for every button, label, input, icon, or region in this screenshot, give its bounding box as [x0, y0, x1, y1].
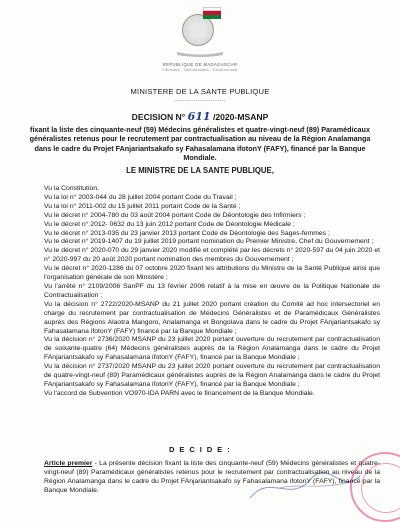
decision-prefix: DECISION N°	[131, 112, 186, 122]
stamp-inner-ring	[361, 463, 400, 513]
visa-item: Vu la loi n° 2003-044 du 28 juillet 2004 portant Code du Travail ;	[44, 193, 237, 201]
national-motto: Fitiavana - Tanindrazana - Fandrosoana	[162, 68, 238, 72]
visa-item: Vu l'arrêté n° 2109/2006 SanPF du 13 février 2006 relatif à la mise en œuvre de la Politique Nationale de Contractualisation ;	[44, 282, 380, 299]
visa-item: Vu la décision n° 2722/2020-MSANP du 21 juillet 2020 portant création du Comité ad hoc intersectoriel en charge du recrutement par contractualisation de Médecins Généralistes et de Paramédicaux Généralistes auprès des Régions Alaotra Mangoro, Analamanga et Bongolava dans le cadre du Projet FAnjariantsakafo sy Fahasalamana ifotonY (FAFY) financé par la Banque Mondiale ;	[44, 300, 380, 335]
national-emblem	[175, 5, 225, 61]
visa-item: Vu la Constitution,	[44, 185, 99, 192]
visa-item: Vu la loi n° 2011-002 du 15 juillet 2011 portant Code de la Santé ;	[44, 202, 241, 210]
republic-heading: REPUBLIQUE DE MADAGASCAR	[162, 62, 238, 67]
article-text: - La présente décision fixant la liste des cinquante-neuf (59) Médecins généralistes et quatre-vingt-neuf (89) Paramédicaux généralistes retenus pour le recrutement par contractualisation au niveau de la Région Analamanga dans le cadre du Projet FAnjariantsakafo sy Fahasalamana ifotonY (FAFY), financé par la Banque Mondiale.	[44, 460, 381, 494]
visa-item: Vu la décision n° 2736/2020 MSANP du 23 juillet 2020 portant ouverture du recrutement par contractualisation de soixante-quatre (64) Médecins généralistes auprès de la Région Analamanga dans le cadre du Projet FAnjariantsakafo sy Fahasalamana ifotonY (FAFY), financé par la Banque Mondiale ;	[44, 336, 380, 362]
separator-line: ------------------------	[174, 98, 226, 104]
visa-item: Vu l'accord de Subvention VO970-IDA PARN avec le financement de la Banque Mondiale.	[44, 389, 315, 397]
handwritten-number: 611	[187, 110, 211, 123]
visa-item: Vu le décret n° 2012- 0632 du 13 juin 2012 portant Code de Déontologie Médicale ;	[44, 220, 295, 228]
banner-icon	[175, 51, 225, 57]
decision-suffix: /2020-MSANP	[212, 112, 269, 122]
visa-item: Vu le décret n° 2020-1286 du 07 octobre 2020 fixant les attributions du Ministre de la Santé Publique ainsi que l'organisation générale de son Ministère ;	[44, 265, 380, 282]
visa-item: Vu le décret n° 2013-035 du 23 janvier 2013 portant Code de Déontologie des Sages-femmes ;	[44, 229, 330, 237]
visa-item: Vu le décret n° 2004-780 du 03 août 2004 portant Code de Déontologie des Infirmiers ;	[44, 211, 306, 219]
flag-icon	[203, 7, 221, 19]
article-label: Article premier	[44, 460, 93, 467]
decision-number	[0, 110, 400, 123]
visa-item: Vu le décret n° 2020-070 du 29 janvier 2020 modifié et complété par les décrets n° 2020-597 du 04 juin 2020 et n° 2020-997 du 20 août 2020 portant nomination des membres du Gouvernement ;	[44, 247, 380, 264]
visa-list	[44, 185, 380, 399]
minister-heading: LE MINISTRE DE LA SANTE PUBLIQUE,	[126, 166, 274, 175]
ministry-heading: MINISTERE DE LA SANTE PUBLIQUE	[130, 87, 270, 96]
visa-item: Vu le décret n° 2019-1407 du 19 juillet 2019 portant nomination du Premier Ministre, Chef du Gouvernement ;	[44, 238, 374, 246]
decide-heading: D E C I D E :	[168, 445, 232, 454]
decision-subject: fixant la liste des cinquante-neuf (59) Médecins généralistes et quatre-vingt-neuf (89) Paramédicaux généralistes retenus pour le recrutement par contractualisation au niveau de la Région Analamanga dans le cadre du Projet FAnjariantsakafo sy Fahasalamana ifotonY (FAFY), financé par la Banque Mondiale.	[29, 125, 371, 162]
visa-item: Vu la décision n° 2737/2020 MSANP du 23 juillet 2020 portant ouverture du recrutement par contractualisation de quatre-vingt-neuf (89) Paramédicaux généralistes auprès de la Région Analamanga dans le cadre du Projet FAnjariantsakafo sy Fahasalamana ifotonY (FAFY), financé par la Banque Mondiale ;	[44, 363, 380, 388]
